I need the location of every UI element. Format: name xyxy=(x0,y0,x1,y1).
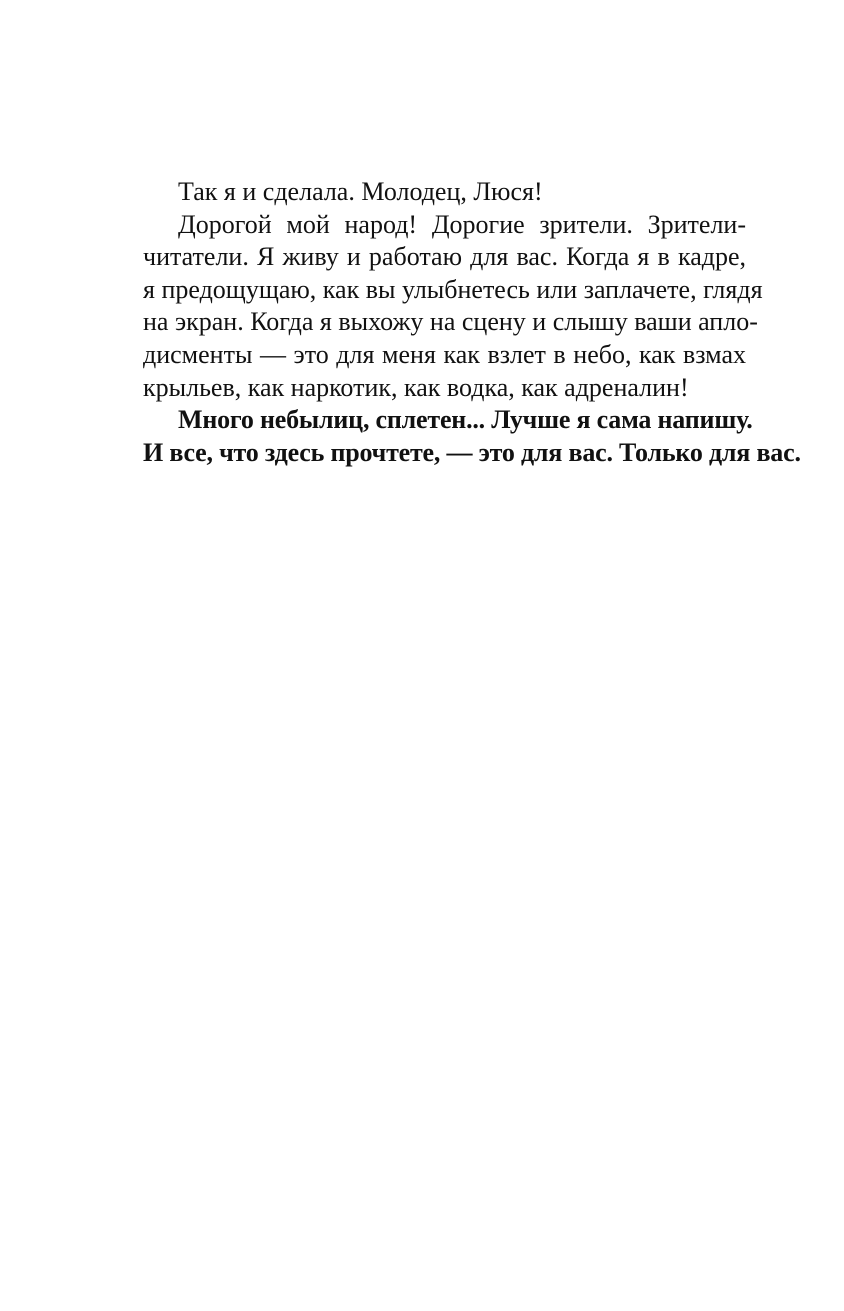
paragraph-3-bold xyxy=(143,404,801,469)
text-line: Дорогой мой народ! Дорогие зрители. Зрители- xyxy=(178,209,746,239)
text-line: на экран. Когда я выхожу на сцену и слышу ваши апло- xyxy=(143,307,758,337)
paragraph-2 xyxy=(143,209,763,405)
paragraph-1 xyxy=(143,176,746,209)
text-line: крыльев, как наркотик, как водка, как адреналин! xyxy=(143,372,689,402)
text-line: Так я и сделала. Молодец, Люся! xyxy=(178,177,543,206)
text-line: я предощущаю, как вы улыбнетесь или заплачете, глядя xyxy=(143,274,763,304)
text-line: читатели. Я живу и работаю для вас. Когда я в кадре, xyxy=(143,242,746,272)
text-line: И все, что здесь прочтете, — это для вас. Только для вас. xyxy=(143,437,801,467)
text-body xyxy=(143,176,801,469)
text-line: дисменты — это для меня как взлет в небо, как взмах xyxy=(143,339,746,369)
text-line: Много небылиц, сплетен... Лучше я сама напишу. xyxy=(178,405,753,435)
